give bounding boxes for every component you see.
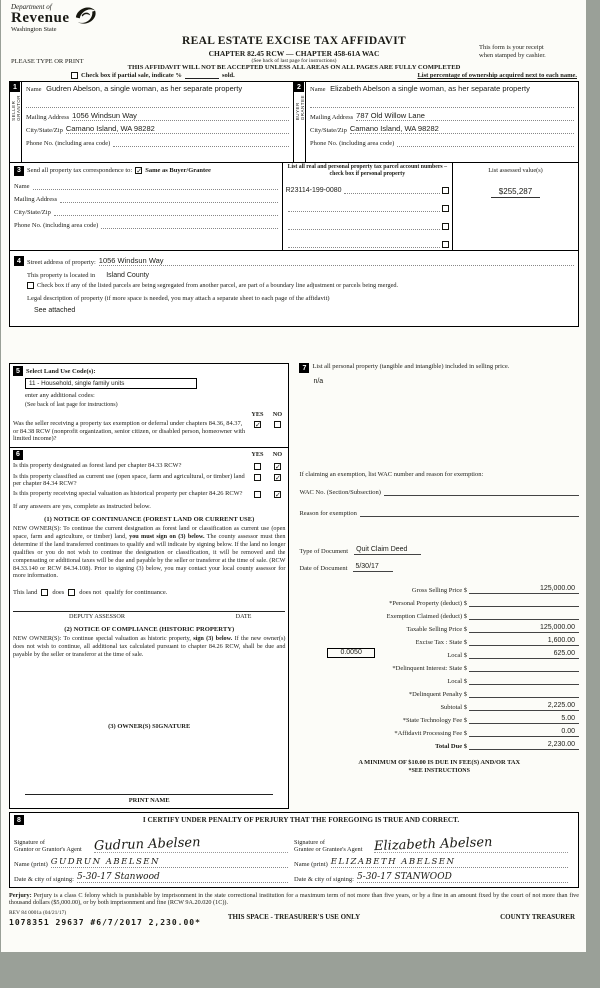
correspondence-name-line[interactable] [33, 181, 278, 190]
grantor-print-name-label: Name (print) [14, 861, 48, 868]
continuance-rest: The county assessor must then determine if the land transferred continues to qualify and will indicate by signing below. If the land no longer qualifies or you do not wish to continue the designation or classification, it will be removed and the compensating or additional taxes will be due and payable by the seller or transferor at the time of sale. (RCW 84.33.140 or RCW 84.34.108). Prior to signing (3) below, you may contact your local county assessor for more information. [13, 532, 286, 580]
buyer-label: BUYER [294, 102, 300, 121]
wac-number-label: WAC No. (Section/Subsection) [299, 489, 381, 496]
continuance-bold: you must sign on (3) below. [129, 532, 205, 540]
deputy-assessor-label: DEPUTY ASSESSOR [69, 613, 125, 621]
seller-phone-line[interactable] [113, 138, 289, 147]
personal-property-label: List all personal property (tangible and intangible) included in selling price. [312, 363, 510, 370]
document-date-label: Date of Document [299, 565, 348, 572]
affidavit-processing-fee-label: *Affidavit Processing Fee $ [394, 730, 467, 737]
see-back-note-2: (See back of last page for instructions) [25, 402, 118, 408]
segregated-row [14, 279, 574, 292]
buyer-city-label: City/State/Zip [310, 127, 347, 134]
buyer-name-field[interactable] [310, 84, 574, 108]
delinquent-interest-state-label: *Delinquent Interest: State $ [392, 665, 467, 672]
section-6-number: 6 [13, 450, 23, 460]
partial-sale-row [9, 72, 579, 81]
county-treasurer-label: COUNTY TREASURER [500, 912, 575, 921]
exemption-claimed-value [575, 611, 579, 618]
yes-header: YES [251, 411, 264, 418]
delinquent-penalty-value [575, 689, 579, 696]
land-use-section [9, 363, 289, 448]
buyer-grantee-section [294, 81, 579, 163]
parcel-numbers-header: List all real and personal property tax parcel account numbers – check box if personal property [287, 164, 448, 177]
buyer-address-line[interactable] [356, 111, 574, 121]
buyer-vertical-labels [294, 95, 305, 120]
state-technology-fee-field[interactable] [469, 715, 579, 724]
section-1-number: 1 [10, 82, 20, 92]
parties-section [9, 81, 579, 163]
document-type-label: Type of Document [299, 548, 349, 555]
parcel-personal-checkbox-3[interactable] [442, 223, 449, 230]
grantor-print-name-row [14, 853, 288, 868]
exemption-claimed-field[interactable] [469, 611, 579, 620]
logo-department-of: Department of [11, 3, 52, 11]
lower-columns [9, 363, 579, 809]
certification-header [10, 813, 578, 826]
total-due-label: Total Due $ [435, 743, 467, 750]
qualify-line [13, 589, 285, 596]
segregated-label: Check box if any of the listed parcels are being segregated from another parcel, are part of a boundary line adjustment or parcels being merged. [37, 282, 399, 289]
assessed-value-header: List assessed value(s) [488, 167, 543, 174]
grantee-print-name-value: ELIZABETH ABELSEN [330, 857, 456, 867]
correspondence-city-field[interactable] [14, 203, 278, 216]
subtotal-value: 2,225.00 [547, 702, 575, 709]
parcel-line-2[interactable] [288, 203, 440, 212]
state-excise-tax-row [299, 633, 579, 646]
grantor-signature-value: Gudrun Abelsen [93, 835, 201, 854]
form-revision-number: REV 84 0001a (04/21/17) [9, 909, 67, 916]
historic-question-row [13, 490, 285, 499]
grantee-signature-block [294, 826, 574, 883]
parcel-personal-checkbox-4[interactable] [442, 241, 449, 248]
grantor-signature-field[interactable] [94, 837, 288, 853]
grantor-print-name-value: GUDRUN ABELSEN [50, 857, 160, 867]
correspondence-phone-line[interactable] [101, 220, 277, 229]
seller-label: SELLER [10, 100, 16, 121]
delinquent-penalty-field[interactable] [469, 689, 579, 698]
grantee-signature-row [294, 826, 568, 853]
grantee-print-name-field[interactable] [331, 857, 568, 868]
buyer-name-value: Elizabeth Abelson a single woman, as her separate property [330, 84, 530, 93]
buyer-city-value: Camano Island, WA 98282 [349, 124, 439, 133]
delinquent-penalty-label: *Delinquent Penalty $ [408, 691, 467, 698]
land-use-header [13, 366, 285, 376]
exemption-reason-label: Reason for exemption [299, 510, 357, 517]
correspondence-address-field[interactable] [14, 190, 278, 203]
historic-question: Is this property receiving special valuation as historical property per chapter 84.26 RCW? [13, 489, 243, 497]
seller-vertical-labels [10, 95, 21, 121]
exemption-yes-checkbox[interactable]: ✓ [254, 421, 261, 429]
print-name-label: PRINT NAME [128, 797, 170, 804]
exemption-question: Was the seller receiving a property tax exemption or deferral under chapters 84.36, 84.37, or 84.38 RCW (nonprofit organization, senior citizen, or disabled person, homeowner with limited income)? [13, 420, 246, 443]
buyer-address-label: Mailing Address [310, 114, 354, 121]
receipt-note-line-1: This form is your receipt [479, 44, 544, 51]
wac-number-row [299, 484, 579, 496]
logo-revenue: Revenue [11, 10, 70, 26]
logo-washington-state: Washington State [11, 26, 57, 33]
document-date-row [299, 559, 579, 572]
seller-address-label: Mailing Address [26, 114, 70, 121]
seller-city-line[interactable] [66, 124, 289, 134]
legal-description-row [14, 292, 574, 304]
excise-tax-column [289, 363, 579, 809]
legal-description-value[interactable]: See attached [34, 307, 76, 314]
local-rate-box[interactable]: 0.0050 [327, 648, 374, 658]
exemption-no-checkbox[interactable] [274, 421, 281, 428]
section-7-number: 7 [299, 363, 309, 373]
correspondence-phone-field[interactable] [14, 216, 278, 229]
taxable-selling-price-field[interactable] [469, 624, 579, 633]
state-technology-fee-row [299, 711, 579, 724]
legal-description-label: Legal description of property (if more space is needed, you may attach a separate sheet to each page of the affidavit) [27, 294, 330, 302]
buyer-address-field[interactable] [310, 108, 574, 121]
receipt-note [479, 44, 577, 59]
does-not-label: does not [79, 589, 102, 597]
grantor-date-value: 5-30-17 Stanwood [76, 872, 160, 882]
grantee-signature-field[interactable] [373, 834, 568, 855]
grantee-date-value: 5-30-17 STANWOOD [356, 872, 452, 882]
wac-number-field[interactable] [384, 495, 579, 496]
street-address-line[interactable] [99, 256, 574, 266]
parcel-line-3[interactable] [288, 221, 440, 230]
grantor-date-label: Date & city of signing: [14, 876, 74, 883]
buyer-phone-label: Phone No. (including area code) [310, 140, 395, 147]
current-use-question-row [13, 473, 285, 488]
seller-name-value: Gudren Abelson, a single woman, as her separate property [46, 84, 243, 93]
exemption-claim-header: If claiming an exemption, list WAC number and reason for exemption: [299, 471, 484, 478]
correspondence-header-row [14, 164, 278, 177]
see-back-note: (See back of last page for instructions) [251, 58, 337, 64]
continuance-notice-text [13, 525, 285, 580]
grantee-label: GRANTEE [299, 95, 305, 121]
correspondence-name-field[interactable] [14, 177, 278, 190]
grantee-signature-label [294, 839, 374, 853]
seller-city-label: City/State/Zip [26, 127, 63, 134]
compliance-notice-text [13, 635, 285, 659]
deputy-date-label: DATE [235, 613, 252, 621]
certification-section [9, 812, 579, 888]
partial-sale-label: Check box if partial sale, indicate % [81, 72, 182, 79]
correspondence-city-line[interactable] [54, 207, 278, 216]
buyer-address-value: 787 Old Willow Lane [356, 111, 425, 120]
parcel-row-4 [286, 231, 449, 249]
signatures-body [10, 826, 578, 887]
delinquent-penalty-row [299, 685, 579, 698]
minimum-due-note: A MINIMUM OF $10.00 IS DUE IN FEE(S) AND/OR TAX [358, 759, 521, 766]
land-use-label: Select Land Use Code(s): [26, 367, 96, 375]
located-in-label: This property is located in [27, 272, 96, 279]
delinquent-interest-local-field[interactable] [469, 676, 579, 685]
affidavit-processing-fee-row [299, 724, 579, 737]
see-instructions-note: *SEE INSTRUCTIONS [408, 768, 470, 774]
located-in-row [14, 266, 574, 279]
same-as-buyer-checkbox[interactable]: ✓ [136, 167, 143, 175]
gross-selling-price-row [299, 581, 579, 594]
parcel-line-4[interactable] [288, 239, 440, 248]
compliance-lead: NEW OWNER(S): To continue special valuation as historic property, [13, 635, 191, 643]
forest-yes-checkbox[interactable] [254, 463, 261, 470]
does-label: does [52, 589, 65, 597]
current-use-question: Is this property classified as current use (open space, farm and agricultural, or timber) land per chapter 84.34 RCW? [13, 472, 245, 488]
seller-name-label: Name [26, 86, 42, 93]
no-header: NO [272, 411, 283, 418]
grantee-print-name-row [294, 853, 568, 868]
compliance-notice-title: (2) NOTICE OF COMPLIANCE (HISTORIC PROPERTY) [64, 626, 235, 634]
historic-no-checkbox[interactable]: ✓ [274, 490, 281, 499]
state-technology-fee-label: *State Technology Fee $ [402, 717, 467, 724]
buyer-side-strip [294, 82, 306, 162]
perjury-certification-text: I CERTIFY UNDER PENALTY OF PERJURY THAT THE FOREGOING IS TRUE AND CORRECT. [142, 816, 460, 824]
state-excise-tax-label: Excise Tax : State $ [415, 639, 467, 646]
forest-land-section [9, 448, 289, 809]
tax-correspondence-section [9, 163, 579, 251]
local-excise-tax-row [299, 646, 579, 659]
street-address-label: Street address of property: [27, 259, 96, 266]
exemption-question-row [13, 420, 285, 443]
delinquent-interest-local-row [299, 672, 579, 685]
grantor-print-name-field[interactable] [51, 857, 288, 868]
forest-land-question-row [13, 462, 285, 471]
total-due-row [299, 737, 579, 750]
grantee-sig-label-line1: Signature of [294, 838, 325, 846]
buyer-phone-line[interactable] [397, 138, 574, 147]
state-technology-fee-value: 5.00 [561, 715, 575, 722]
form-title: REAL ESTATE EXCISE TAX AFFIDAVIT [182, 35, 406, 47]
street-address-row [14, 253, 574, 266]
gross-selling-price-label: Gross Selling Price $ [411, 587, 467, 594]
form-footer [9, 910, 579, 940]
affidavit-processing-fee-value: 0.00 [561, 728, 575, 735]
parcel-personal-checkbox-1[interactable] [442, 187, 449, 194]
grantee-date-label: Date & city of signing: [294, 876, 354, 883]
local-excise-tax-value: 625.00 [553, 650, 575, 657]
personal-property-deduct-label: *Personal Property (deduct) $ [389, 600, 467, 607]
current-use-yes-checkbox[interactable] [254, 474, 261, 481]
mid-page-gap [9, 327, 579, 363]
correspondence-name-label: Name [14, 183, 30, 190]
correspondence-address-line[interactable] [60, 194, 277, 203]
delinquent-interest-state-row [299, 659, 579, 672]
personal-property-deduct-value [575, 598, 579, 605]
continuance-lead: NEW OWNER(S): To continue the current designation as forest land or classification as current use (open space, farm and agriculture, or timber) land, [13, 524, 286, 540]
land-use-code-box[interactable]: 11 - Household, single family units [25, 378, 197, 389]
street-address-value: 1056 Windsun Way [98, 256, 164, 265]
parcel-row-2 [286, 195, 449, 213]
taxable-selling-price-label: Taxable Selling Price $ [406, 626, 467, 633]
cashier-receipt-stamp: 1078351 29637 #6/7/2017 2,230.00* [9, 917, 201, 927]
document-type-value[interactable]: Quit Claim Deed [354, 546, 421, 555]
not-accepted-warning: THIS AFFIDAVIT WILL NOT BE ACCEPTED UNLESS ALL AREAS ON ALL PAGES ARE FULLY COMPLETED [127, 64, 461, 71]
buyer-fields [306, 82, 578, 162]
seller-fields [22, 82, 293, 162]
section-8-number: 8 [14, 815, 24, 825]
same-as-buyer-label: Same as Buyer/Grantee [145, 167, 211, 174]
affidavit-processing-fee-field[interactable] [469, 728, 579, 737]
total-due-value: 2,230.00 [547, 741, 575, 748]
subtotal-label: Subtotal $ [440, 704, 467, 711]
document-date-value[interactable]: 5/30/17 [353, 563, 392, 572]
grantee-print-name-label: Name (print) [294, 861, 328, 868]
seller-phone-field[interactable] [26, 134, 289, 147]
grantor-label: GRANTOR [15, 95, 21, 121]
seller-city-value: Camano Island, WA 98282 [65, 124, 155, 133]
parcel-line-1[interactable] [344, 185, 440, 194]
seller-name-field[interactable] [26, 84, 289, 108]
grantee-date-row [294, 868, 568, 883]
grantee-signature-value: Elizabeth Abelsen [373, 834, 493, 855]
please-type-note: PLEASE TYPE OR PRINT [11, 58, 84, 65]
gross-selling-price-field[interactable] [469, 585, 579, 594]
taxable-selling-price-value: 125,000.00 [539, 624, 575, 631]
grantor-signature-label [14, 839, 94, 853]
this-land-label: This land [13, 589, 38, 597]
assessed-value-column [453, 163, 578, 250]
section-2-number: 2 [294, 82, 304, 92]
treasurer-space-label: THIS SPACE - TREASURER'S USE ONLY [227, 912, 361, 921]
personal-property-row [299, 363, 579, 373]
send-correspondence-label: Send all property tax correspondence to: [27, 167, 133, 174]
perjury-lead: Perjury: [9, 892, 32, 899]
deputy-line-labels [13, 612, 285, 620]
personal-property-deduct-row [299, 594, 579, 607]
affidavit-page [1, 0, 586, 952]
local-excise-tax-label: Local $ [447, 652, 467, 659]
forest-land-question: Is this property designated as forest land per chapter 84.33 RCW? [13, 461, 182, 469]
delinquent-interest-state-field[interactable] [469, 663, 579, 672]
document-type-row [299, 542, 579, 555]
sold-label: sold. [221, 72, 235, 79]
buyer-name-label: Name [310, 86, 326, 93]
dor-logo [11, 3, 98, 33]
delinquent-interest-local-value [575, 676, 579, 683]
seller-address-field[interactable] [26, 108, 289, 121]
delinquent-interest-local-label: Local $ [447, 678, 467, 685]
does-not-checkbox[interactable] [68, 589, 75, 596]
parcel-number-1-value: R23114-199-0080 [285, 187, 342, 195]
state-excise-tax-field[interactable] [469, 637, 579, 646]
yes-no-header-5 [13, 411, 285, 418]
seller-phone-label: Phone No. (including area code) [26, 140, 111, 147]
buyer-phone-field[interactable] [310, 134, 574, 147]
grantor-date-field[interactable] [77, 872, 288, 883]
section-3-number: 3 [14, 166, 24, 176]
correspondence-city-label: City/State/Zip [14, 209, 51, 216]
compliance-bold: sign (3) below. [193, 635, 233, 643]
grantor-sig-label-line2: Grantor or Grantor's Agent [14, 845, 82, 853]
grantor-date-row [14, 868, 288, 883]
left-column [9, 363, 289, 809]
grantor-sig-label-line1: Signature of [14, 838, 45, 846]
seller-side-strip [10, 82, 22, 162]
historic-yes-checkbox[interactable] [254, 491, 261, 498]
print-name-block [13, 794, 285, 804]
owners-signature-label: (3) OWNER(S) SIGNATURE [108, 723, 191, 731]
current-use-no-checkbox[interactable]: ✓ [274, 473, 281, 482]
seller-address-value: 1056 Windsun Way [72, 111, 137, 120]
grantee-date-field[interactable] [357, 872, 568, 883]
section-5-number: 5 [13, 366, 23, 376]
receipt-note-line-2: when stamped by cashier. [479, 51, 546, 59]
parcel-personal-checkbox-2[interactable] [442, 205, 449, 212]
revenue-swirl-icon [73, 3, 98, 28]
partial-sale-checkbox[interactable] [71, 72, 78, 79]
personal-property-deduct-field[interactable] [469, 598, 579, 607]
exemption-answer-boxes [249, 420, 285, 443]
qualify-label: qualify for continuance. [105, 589, 168, 597]
total-due-field[interactable] [469, 741, 579, 750]
fee-table [299, 581, 579, 750]
compliance-rest: If the new owner(s) does not wish to continue, all additional tax calculated pursuant to chapter 84.26 RCW, shall be due and payable by the seller or transferor at the time of sale. [13, 635, 286, 659]
grantor-signature-row [14, 826, 288, 853]
correspondence-address-label: Mailing Address [14, 196, 58, 203]
forest-land-header [13, 450, 285, 460]
correspondence-column [10, 163, 283, 250]
partial-sale-percent-field[interactable] [185, 78, 219, 79]
parcel-row-3 [286, 213, 449, 231]
yes-header-6: YES [251, 451, 264, 459]
buyer-city-field[interactable] [310, 121, 574, 134]
grantor-signature-block [14, 826, 294, 883]
property-location-section [9, 251, 579, 327]
delinquent-interest-state-value [575, 663, 579, 670]
forest-no-checkbox[interactable]: ✓ [274, 462, 281, 471]
ownership-percentage-note: List percentage of ownership acquired next to each name. [417, 72, 577, 79]
exemption-claimed-label: Exemption Claimed (deduct) $ [386, 613, 467, 620]
section-4-number: 4 [14, 256, 24, 266]
seller-city-field[interactable] [26, 121, 289, 134]
located-in-value[interactable]: Island County [106, 272, 150, 279]
parcel-numbers-column [283, 163, 453, 250]
exemption-reason-field[interactable] [360, 516, 579, 517]
exemption-reason-row [299, 505, 579, 517]
grantee-sig-label-line2: Grantee or Grantee's Agent [294, 845, 363, 853]
parcel-row-1 [286, 177, 449, 195]
taxable-selling-price-row [299, 620, 579, 633]
subtotal-field[interactable] [469, 702, 579, 711]
state-excise-tax-value: 1,600.00 [547, 637, 575, 644]
perjury-text: Perjury is a class C felony which is punishable by imprisonment in the state correctional institution for a maximum term of not more than five years, or by a fine in an amount fixed by the court of not more than five thousand dollars ($5,000.00), or by both imprisonment and fine (RCW 9A.20.020 (1C)). [9, 892, 580, 907]
subtotal-row [299, 698, 579, 711]
dor-logo-text [11, 3, 70, 33]
personal-property-value[interactable]: n/a [313, 378, 324, 385]
form-chapter-line: CHAPTER 82.45 RCW — CHAPTER 458-61A WAC [208, 49, 380, 58]
exemption-claimed-row [299, 607, 579, 620]
assessed-value[interactable]: $255,287 [491, 187, 540, 198]
correspondence-phone-label: Phone No. (including area code) [14, 222, 99, 229]
seller-grantor-section [9, 81, 294, 163]
local-excise-tax-field[interactable] [469, 650, 579, 659]
perjury-statement [9, 892, 579, 907]
if-yes-note: If any answers are yes, complete as instructed below. [13, 502, 151, 510]
no-header-6: NO [272, 451, 283, 459]
form-header [9, 2, 579, 72]
does-checkbox[interactable] [41, 589, 48, 596]
additional-codes-label: enter any additional codes: [25, 392, 95, 399]
gross-selling-price-value: 125,000.00 [539, 585, 575, 592]
segregated-checkbox[interactable] [27, 282, 34, 289]
yes-no-header-6 [249, 451, 285, 458]
seller-address-line[interactable] [72, 111, 289, 121]
continuance-notice-title: (1) NOTICE OF CONTINUANCE (FOREST LAND OR CURRENT USE) [44, 515, 255, 523]
buyer-city-line[interactable] [350, 124, 574, 134]
